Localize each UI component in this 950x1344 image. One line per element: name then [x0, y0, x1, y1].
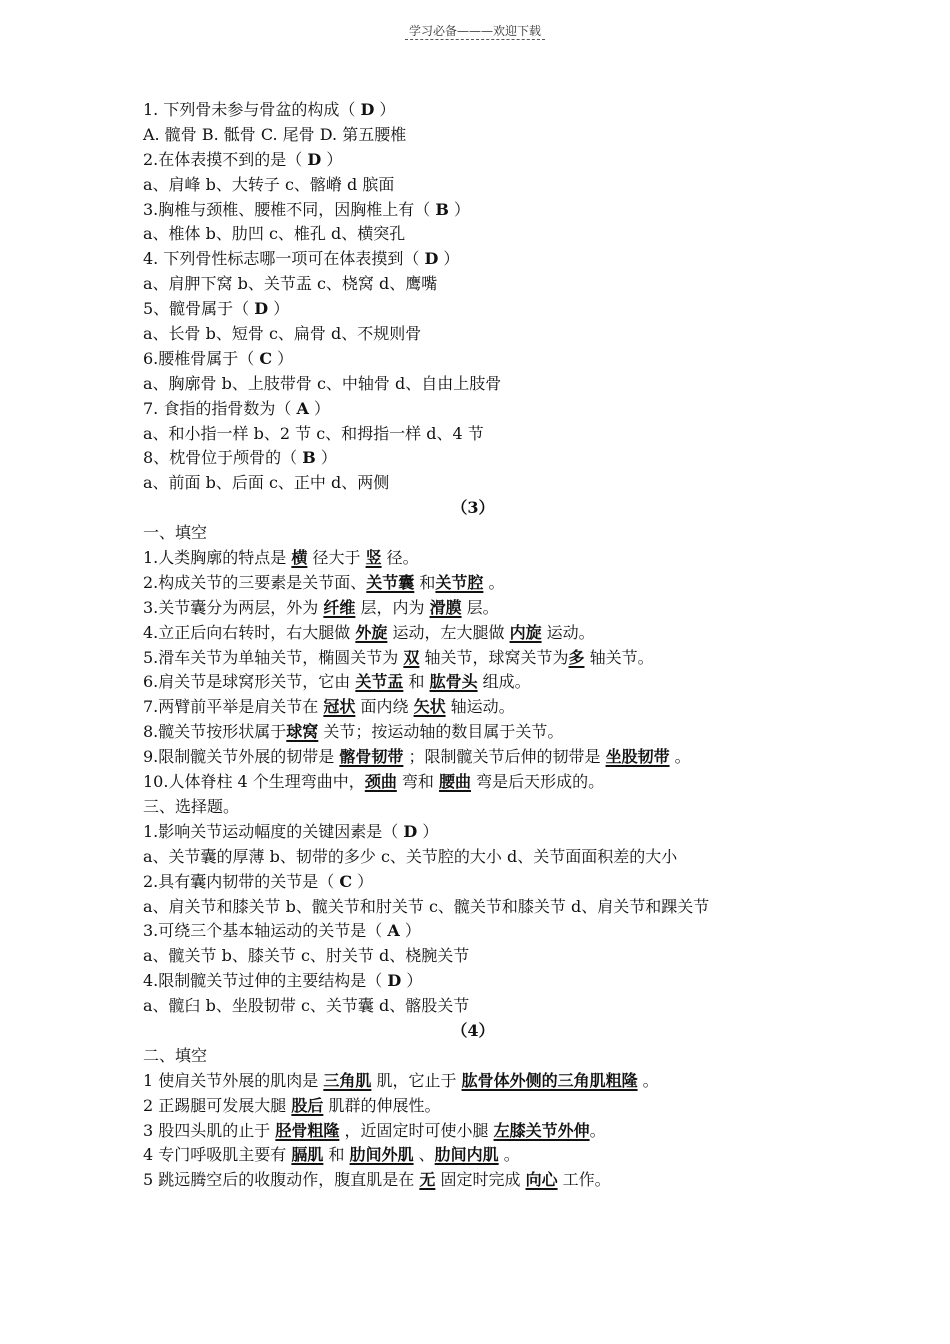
question-8: 8、枕骨位于颅骨的（ B ）: [143, 448, 337, 468]
question-4-options: a、肩胛下窝 b、关节盂 c、桡窝 d、鹰嘴: [143, 274, 438, 294]
fill-item-9: 9.限制髋关节外展的韧带是 髂骨韧带 ；限制髋关节后伸的韧带是 坐股韧带 。: [143, 747, 691, 767]
fill-item-8: 8.髋关节按形状属于球窝 关节；按运动轴的数目属于关节。: [143, 722, 564, 742]
choice-2-options: a、肩关节和膝关节 b、髋关节和肘关节 c、髋关节和膝关节 d、肩关节和踝关节: [143, 896, 710, 916]
fill-answer: 外旋: [355, 622, 388, 642]
fill-answer: 纤维: [323, 597, 356, 617]
fill-answer: 多: [568, 647, 585, 667]
fill-answer: 坐股韧带: [605, 747, 670, 767]
choice-1-options: a、关节囊的厚薄 b、韧带的多少 c、关节腔的大小 d、关节面面积差的大小: [143, 846, 678, 866]
fill-item-1: 1.人类胸廓的特点是 横 径大于 竖 径。: [143, 548, 419, 568]
fill-answer: 三角肌: [323, 1070, 372, 1090]
fill-answer: 腰曲: [439, 772, 472, 792]
fill-answer: 关节盂: [355, 672, 404, 692]
answer: C: [259, 348, 273, 368]
fill-item-4: 4.立正后向右转时，右大腿做 外旋 运动，左大腿做 内旋 运动。: [143, 622, 595, 642]
fill-answer: 髂骨韧带: [339, 747, 404, 767]
fill-answer: 肋间内肌: [434, 1145, 499, 1165]
answer: D: [387, 971, 402, 991]
fill-item-5: 5.滑车关节为单轴关节，椭圆关节为 双 轴关节，球窝关节为多 轴关节。: [143, 647, 654, 667]
answer: D: [403, 821, 418, 841]
section-heading: 一、填空: [143, 523, 208, 543]
fill-answer: 竖: [365, 548, 382, 568]
answer: A: [296, 398, 309, 418]
fill-answer: 冠状: [323, 697, 356, 717]
question-1: 1. 下列骨未参与骨盆的构成（ D ）: [143, 100, 396, 119]
question-3-options: a、椎体 b、肋凹 c、椎孔 d、横突孔: [143, 224, 406, 244]
fill-answer: 肋间外肌: [349, 1145, 414, 1165]
choice-2: 2.具有囊内韧带的关节是（ C ）: [143, 871, 374, 891]
question-7-options: a、和小指一样 b、2 节 c、和拇指一样 d、4 节: [143, 423, 484, 443]
choice-1: 1.影响关节运动幅度的关键因素是（ D ）: [143, 821, 439, 841]
fill-item-10: 10.人体脊柱 4 个生理弯曲中，颈曲 弯和 腰曲 弯是后天形成的。: [143, 772, 605, 792]
fill-answer: 肱骨头: [429, 672, 478, 692]
answer: B: [435, 199, 449, 219]
answer: D: [254, 299, 269, 319]
muscle-fill-2: 2 正踢腿可发展大腿 股后 肌群的伸展性。: [143, 1095, 441, 1115]
question-2: 2.在体表摸不到的是（ D ）: [143, 149, 343, 169]
muscle-fill-5: 5 跳远腾空后的收腹动作，腹直肌是在 无 固定时完成 向心 工作。: [143, 1170, 611, 1190]
muscle-fill-4: 4 专门呼吸肌主要有 膈肌 和 肋间外肌 、肋间内肌 。: [143, 1145, 520, 1165]
answer: D: [307, 149, 322, 169]
fill-answer: 胫骨粗隆: [275, 1120, 340, 1140]
muscle-fill-1: 1 使肩关节外展的肌肉是 三角肌 肌，它止于 肱骨体外侧的三角肌粗隆 。: [143, 1070, 659, 1090]
question-7: 7. 食指的指骨数为（ A ）: [143, 398, 330, 418]
question-4: 4. 下列骨性标志哪一项可在体表摸到（ D ）: [143, 249, 460, 269]
answer: A: [387, 921, 400, 941]
question-5: 5、髋骨属于（ D ）: [143, 299, 290, 319]
choice-3: 3.可绕三个基本轴运动的关节是（ A ）: [143, 921, 421, 941]
fill-item-2: 2.构成关节的三要素是关节面、关节囊 和关节腔 。: [143, 572, 505, 592]
fill-item-6: 6.肩关节是球窝形关节，它由 关节盂 和 肱骨头 组成。: [143, 672, 531, 692]
fill-answer: 横: [291, 548, 308, 568]
section-heading: 二、填空: [143, 1045, 208, 1065]
question-8-options: a、前面 b、后面 c、正中 d、两侧: [143, 473, 390, 493]
question-5-options: a、长骨 b、短骨 c、扁骨 d、不规则骨: [143, 324, 422, 344]
answer: C: [339, 871, 353, 891]
fill-answer: 双: [403, 647, 420, 667]
fill-answer: 关节囊: [366, 572, 415, 592]
header-text: 学习必备———欢迎下载: [405, 24, 545, 40]
fill-answer: 颈曲: [364, 772, 397, 792]
answer: D: [360, 100, 375, 119]
fill-answer: 股后: [291, 1095, 324, 1115]
fill-answer: 关节腔: [435, 572, 484, 592]
answer: D: [424, 249, 439, 269]
question-1-options: A. 髋骨 B. 骶骨 C. 尾骨 D. 第五腰椎: [143, 124, 407, 144]
section-number: （3）: [451, 498, 495, 518]
section-heading: 三、选择题。: [143, 796, 240, 816]
fill-item-7: 7.两臂前平举是肩关节在 冠状 面内绕 矢状 轴运动。: [143, 697, 515, 717]
question-2-options: a、肩峰 b、大转子 c、髂嵴 d 膑面: [143, 174, 395, 194]
question-6: 6.腰椎骨属于（ C ）: [143, 348, 294, 368]
fill-answer: 肱骨体外侧的三角肌粗隆: [461, 1070, 638, 1090]
question-6-options: a、胸廓骨 b、上肢带骨 c、中轴骨 d、自由上肢骨: [143, 373, 502, 393]
fill-answer: 球窝: [286, 722, 319, 742]
fill-answer: 滑膜: [429, 597, 462, 617]
fill-answer: 无: [419, 1170, 436, 1190]
fill-answer: 内旋: [509, 622, 542, 642]
section-number: （4）: [451, 1020, 495, 1040]
fill-item-3: 3.关节囊分为两层，外为 纤维 层，内为 滑膜 层。: [143, 597, 499, 617]
document-body: [143, 98, 843, 1193]
fill-answer: 左膝关节外伸: [493, 1120, 590, 1140]
choice-4: 4.限制髋关节过伸的主要结构是（ D ）: [143, 971, 423, 991]
answer: B: [302, 448, 316, 468]
fill-answer: 向心: [525, 1170, 558, 1190]
fill-answer: 矢状: [413, 697, 446, 717]
fill-answer: 膈肌: [291, 1145, 324, 1165]
question-3: 3.胸椎与颈椎、腰椎不同，因胸椎上有（ B ）: [143, 199, 470, 219]
choice-4-options: a、髋臼 b、坐股韧带 c、关节囊 d、髂股关节: [143, 996, 470, 1016]
muscle-fill-3: 3 股四头肌的止于 胫骨粗隆 ，近固定时可使小腿 左膝关节外伸。: [143, 1120, 606, 1140]
choice-3-options: a、髋关节 b、膝关节 c、肘关节 d、桡腕关节: [143, 946, 470, 966]
page-header: [0, 22, 950, 39]
